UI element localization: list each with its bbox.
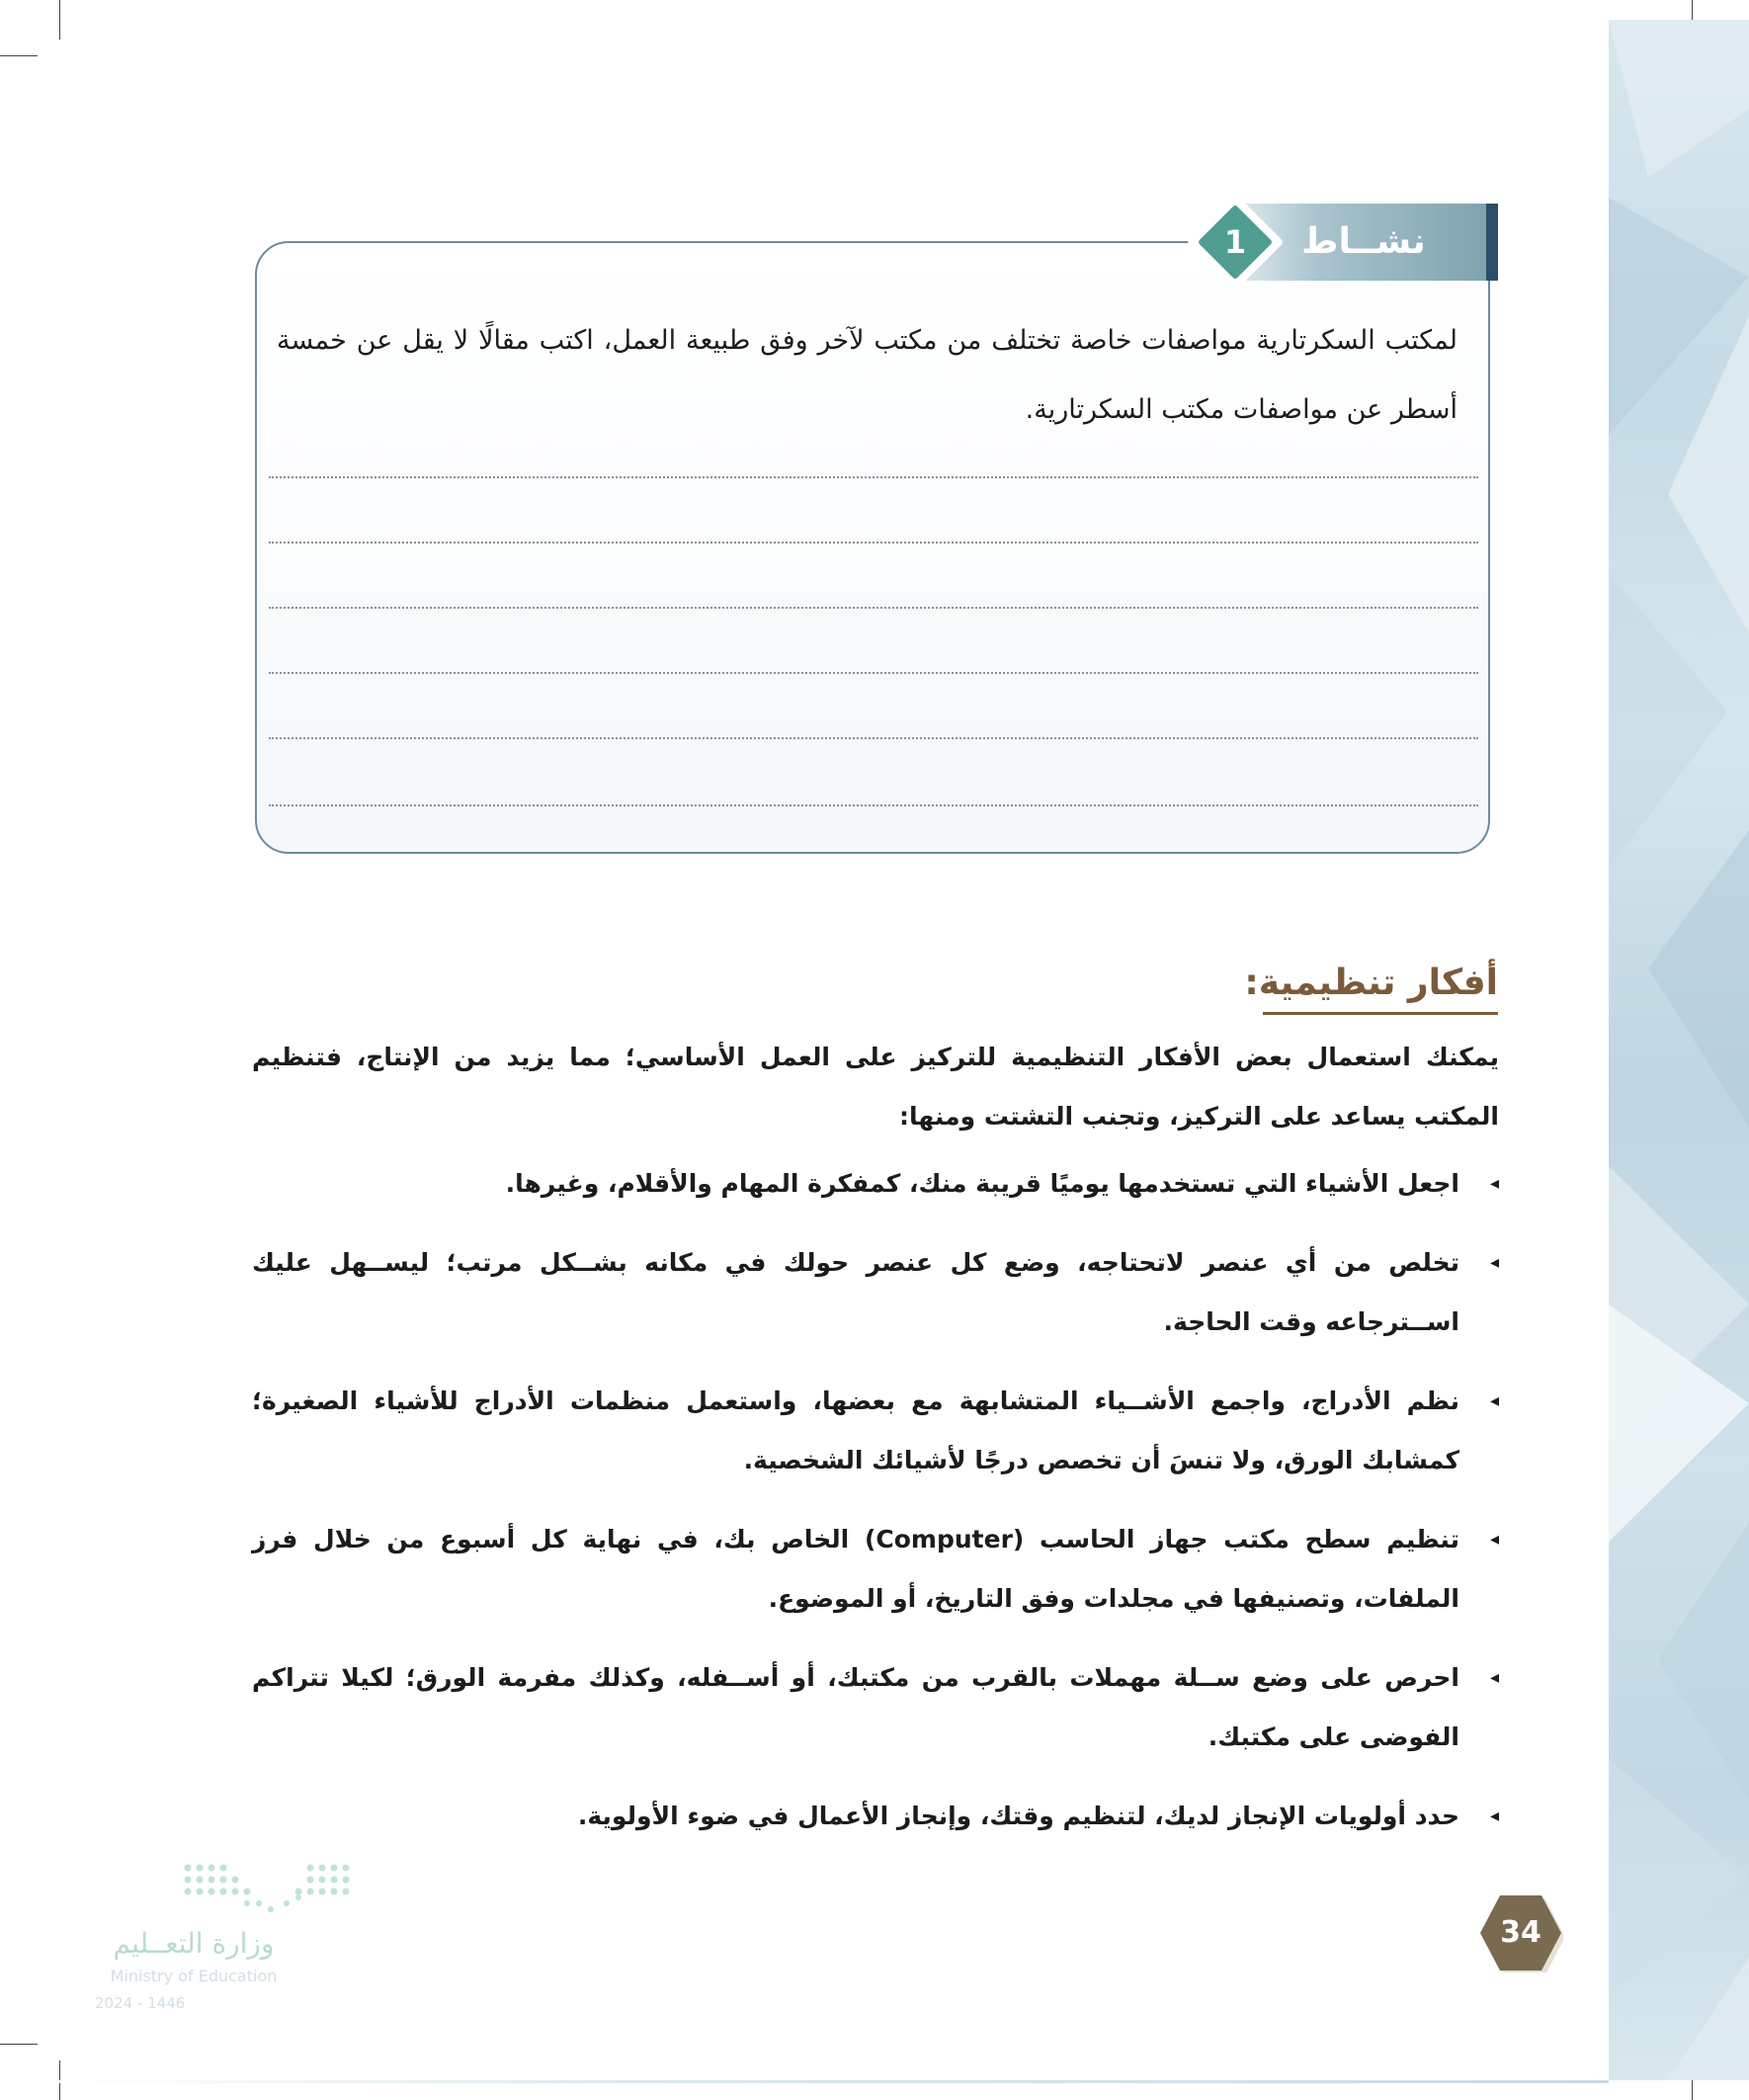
writing-line[interactable] xyxy=(269,607,1478,609)
section-intro: يمكنك استعمال بعض الأفكار التنظيمية للتركيز على العمل الأساسي؛ مما يزيد من الإنتاج، فتنظيم المكتب يساعد على التركيز، وتجنب التشتت ومنها: xyxy=(252,1043,1499,1131)
activity-prompt: لمكتب السكرتارية مواصفات خاصة تختلف من مكتب لآخر وفق طبيعة العمل، اكتب مقالًا لا يقل عن خمسة أسطر عن مواصفات مكتب السكرتارية. xyxy=(277,325,1458,425)
crop-mark-top-left-v xyxy=(59,0,60,40)
bullet-arrow-icon: ◂ xyxy=(1489,1806,1499,1826)
ministry-logo-icon xyxy=(178,1858,356,1927)
activity-tab-accent xyxy=(1486,204,1498,281)
list-item-text: احرص على وضع ســلة مهملات بالقرب من مكتبك، أو أســفله، وكذلك مفرمة الورق؛ لكيلا تتراكم الفوضى على مكتبك. xyxy=(252,1663,1459,1751)
tips-list xyxy=(252,1154,1499,1866)
crop-mark-bottom-left-h xyxy=(0,2044,38,2045)
decorative-side-strip xyxy=(1609,20,1749,2080)
bottom-rule xyxy=(59,2080,1609,2083)
writing-line[interactable] xyxy=(269,737,1478,739)
bullet-arrow-icon: ◂ xyxy=(1489,1252,1499,1273)
list-item-text: تخلص من أي عنصر لاتحتاجه، وضع كل عنصر حولك في مكانه بشــكل مرتب؛ ليســهل عليك اســترجاعه وقت الحاجة. xyxy=(252,1248,1459,1336)
section-heading-underline xyxy=(1263,1012,1498,1015)
crop-mark-top-left-h xyxy=(0,55,38,56)
list-item xyxy=(252,1510,1499,1629)
list-item xyxy=(252,1233,1499,1352)
list-item xyxy=(252,1787,1499,1846)
writing-line[interactable] xyxy=(269,476,1478,478)
list-item-text: اجعل الأشياء التي تستخدمها يوميًا قريبة منك، كمفكرة المهام والأقلام، وغيرها. xyxy=(505,1169,1459,1198)
writing-line[interactable] xyxy=(269,804,1478,806)
list-item xyxy=(252,1372,1499,1490)
list-item-text: تنظيم سطح مكتب جهاز الحاسب (Computer) الخاص بك، في نهاية كل أسبوع من خلال فرز الملفات، وتصنيفها في مجلدات وفق التاريخ، أو الموضوع. xyxy=(252,1525,1459,1613)
writing-line[interactable] xyxy=(269,672,1478,674)
decorative-geometric-pattern xyxy=(1609,20,1749,2080)
bullet-arrow-icon: ◂ xyxy=(1489,1667,1499,1688)
list-item-text: نظم الأدراج، واجمع الأشــياء المتشابهة مع بعضها، واستعمل منظمات الأدراج للأشياء الصغيرة؛ كمشابك الورق، ولا تنسَ أن تخصص درجًا لأشيائك الشخصية. xyxy=(252,1386,1459,1474)
ministry-name-arabic: وزارة التعــليم xyxy=(113,1927,275,1960)
writing-line[interactable] xyxy=(269,542,1478,544)
activity-number: 1 xyxy=(1223,223,1247,261)
list-item xyxy=(252,1154,1499,1214)
page-number: 34 xyxy=(1500,1915,1541,1950)
activity-label: نشــاط xyxy=(1301,221,1426,262)
list-item-text: حدد أولويات الإنجاز لديك، لتنظيم وقتك، وإنجاز الأعمال في ضوء الأولوية. xyxy=(577,1802,1459,1830)
ministry-name-english: Ministry of Education xyxy=(110,1967,278,1985)
bullet-arrow-icon: ◂ xyxy=(1489,1529,1499,1550)
section-heading: أفكار تنظيمية: xyxy=(1244,963,1498,1003)
bullet-arrow-icon: ◂ xyxy=(1489,1390,1499,1411)
list-item xyxy=(252,1648,1499,1767)
bullet-arrow-icon: ◂ xyxy=(1489,1173,1499,1194)
ministry-year: 2024 - 1446 xyxy=(95,1994,186,2012)
